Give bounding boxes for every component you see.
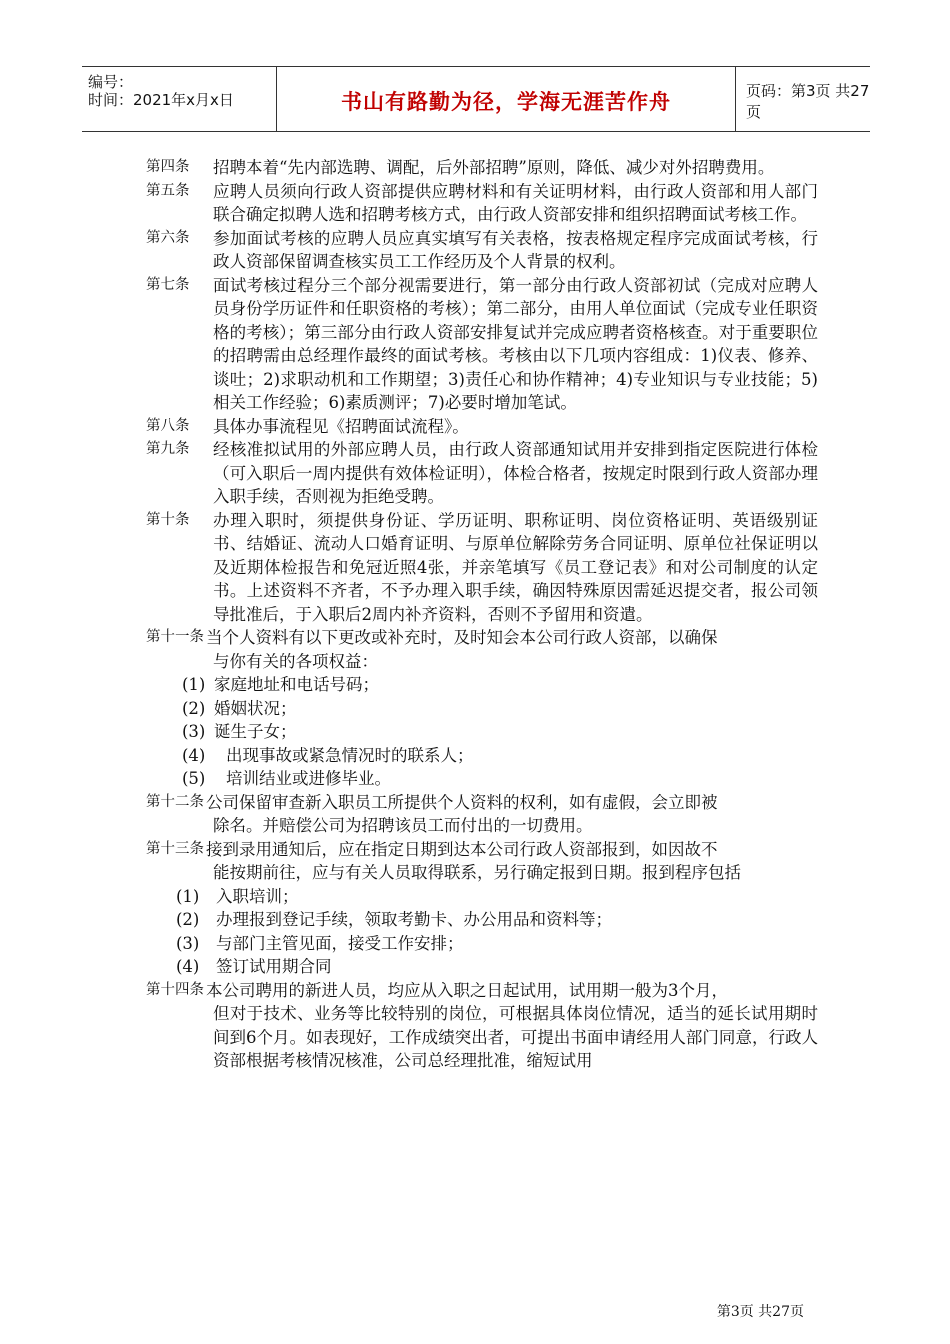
- header-motto: [277, 67, 736, 131]
- list-item: [146, 673, 818, 697]
- article-9: [146, 438, 818, 509]
- list-item-text: 签订试用期合同: [216, 957, 332, 976]
- article-number: 第十三条: [146, 840, 204, 857]
- article-text: 当个人资料有以下更改或补充时，及时知会本公司行政人资部，以确保: [206, 628, 718, 647]
- list-item: [146, 697, 818, 721]
- article-12: [146, 791, 818, 815]
- article-text: 经核准拟试用的外部应聘人员，由行政人资部通知试用并安排到指定医院进行体检（可入职后一周内提供有效体检证明），体检合格者，按规定时限到行政人资部办理入职手续，否则视为拒绝受聘。: [213, 440, 818, 506]
- article-text: 接到录用通知后，应在指定日期到达本公司行政人资部报到，如因故不: [206, 839, 718, 859]
- list-item: [146, 908, 818, 932]
- article-number: 第十四条: [146, 981, 204, 998]
- article-number: 第四条: [146, 159, 190, 175]
- article-number: 第十一条: [146, 629, 204, 645]
- article-text: 招聘本着“先内部选聘、调配，后外部招聘”原则，降低、减少对外招聘费用。: [213, 158, 775, 177]
- article-text-continued: 能按期前往，应与有关人员取得联系，另行确定报到日期。报到程序包括: [213, 863, 741, 882]
- article-text: 面试考核过程分三个部分视需要进行，第一部分由行政人资部初试（完成对应聘人员身份学历证件和任职资格的考核）；第二部分，由用人单位面试（完成专业任职资格的考核）；第三部分由行政人资部安排复试并完成应聘者资格核查。对于重要职位的招聘需由总经理作最终的面试考核。考核由以下几项内容组成：1)仪表、修养、谈吐；2)求职动机和工作期望；3)责任心和协作精神；4)专业知识与专业技能；5)相关工作经验；6)素质测评；7)必要时增加笔试。: [213, 275, 818, 412]
- list-marker: (3): [182, 722, 206, 741]
- article-8: [146, 415, 818, 439]
- article-13: [146, 838, 818, 862]
- list-item: [146, 955, 818, 979]
- article-text: 公司保留审查新入职员工所提供个人资料的权利，如有虚假，会立即被: [206, 792, 718, 812]
- document-body: [146, 156, 818, 1073]
- list-marker: (5): [182, 769, 206, 788]
- article-number: 第八条: [146, 417, 190, 434]
- list-item: [146, 885, 818, 909]
- article-number: 第九条: [146, 441, 190, 457]
- article-text-continued: 除名。并赔偿公司为招聘该员工而付出的一切费用。: [213, 816, 593, 835]
- doc-code-label: 编号：: [88, 73, 134, 91]
- list-item-text: 诞生子女；: [214, 722, 297, 741]
- motto-text: 书山有路勤为径，学海无涯苦作舟: [341, 90, 671, 114]
- header-meta: [82, 67, 277, 131]
- list-marker: (4): [176, 957, 200, 976]
- list-marker: (3): [176, 933, 200, 953]
- page-header: [82, 66, 870, 132]
- list-marker: (4): [182, 745, 206, 765]
- article-number: 第五条: [146, 182, 190, 199]
- article-10: [146, 509, 818, 627]
- header-page-label: 页码：第3页 共27页: [746, 82, 870, 121]
- doc-date-label: 时间：2021年x月x日: [88, 91, 234, 109]
- article-7: [146, 274, 818, 415]
- article-number: 第六条: [146, 229, 190, 246]
- list-marker: (2): [176, 910, 200, 929]
- article-text-continued: 但对于技术、业务等比较特别的岗位，可根据具体岗位情况，适当的延长试用期时间到6个月。如表现好，工作成绩突出者，可提出书面申请经用人部门同意，行政人资部根据考核情况核准，公司总经理批准，缩短试用: [213, 1004, 818, 1070]
- article-11: [146, 626, 818, 650]
- list-item: [146, 744, 818, 768]
- article-text: 应聘人员须向行政人资部提供应聘材料和有关证明材料，由行政人资部和用人部门联合确定拟聘人选和招聘考核方式，由行政人资部安排和组织招聘面试考核工作。: [213, 181, 818, 224]
- article-text: 具体办事流程见《招聘面试流程》。: [213, 416, 469, 436]
- article-6: [146, 227, 818, 274]
- list-item-text: 与部门主管见面，接受工作安排；: [216, 933, 464, 953]
- article-4: [146, 156, 818, 180]
- list-item-text: 培训结业或进修毕业。: [226, 769, 391, 788]
- list-item: [146, 767, 818, 791]
- list-marker: (1): [182, 675, 206, 694]
- list-item-text: 出现事故或紧急情况时的联系人；: [226, 745, 474, 765]
- article-text-continued: 与你有关的各项权益：: [213, 651, 378, 671]
- list-item-text: 婚姻状况；: [214, 698, 297, 718]
- list-marker: (2): [182, 698, 206, 718]
- article-number: 第十条: [146, 511, 190, 528]
- list-item-text: 家庭地址和电话号码；: [214, 675, 379, 694]
- list-item: [146, 932, 818, 956]
- list-item: [146, 720, 818, 744]
- header-page-number: [736, 67, 870, 131]
- list-item-text: 办理报到登记手续，领取考勤卡、办公用品和资料等；: [216, 910, 612, 929]
- article-number: 第十二条: [146, 793, 204, 810]
- article-text: 本公司聘用的新进人员，均应从入职之日起试用，试用期一般为3个月，: [206, 980, 728, 1000]
- page-footer: [717, 1301, 804, 1321]
- article-14: [146, 979, 818, 1003]
- article-5: [146, 180, 818, 227]
- list-marker: (1): [176, 886, 200, 906]
- footer-page-number: 第3页 共27页: [716, 1304, 804, 1320]
- article-number: 第七条: [146, 276, 190, 293]
- article-text: 参加面试考核的应聘人员应真实填写有关表格，按表格规定程序完成面试考核，行政人资部保留调查核实员工工作经历及个人背景的权利。: [213, 228, 818, 271]
- list-item-text: 入职培训；: [216, 886, 299, 906]
- article-text: 办理入职时，须提供身份证、学历证明、职称证明、岗位资格证明、英语级别证书、结婚证、流动人口婚育证明、与原单位解除劳务合同证明、原单位社保证明以及近期体检报告和免冠近照4张，并亲笔填写《员工登记表》和对公司制度的认定书。上述资料不齐者，不予办理入职手续，确因特殊原因需延迟提交者，报公司领导批准后，于入职后2周内补齐资料，否则不予留用和资遣。: [213, 510, 818, 624]
